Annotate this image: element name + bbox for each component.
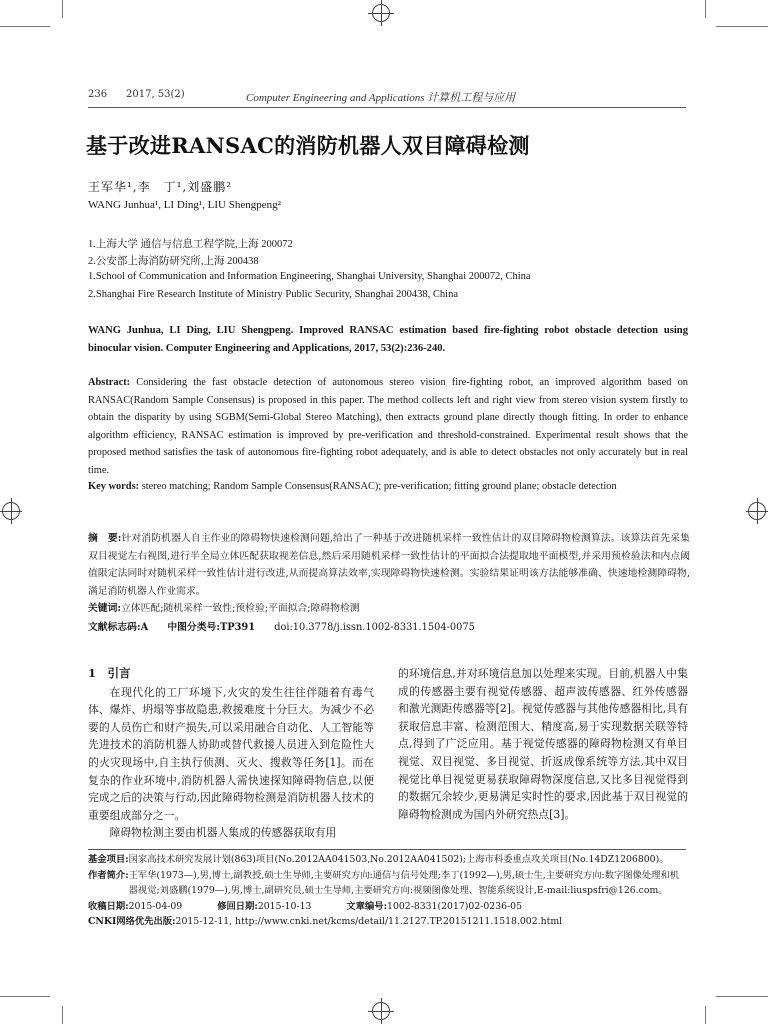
trim-line: [716, 26, 768, 27]
clc-label: 中图分类号:: [167, 622, 220, 633]
footnote-rule: [88, 849, 686, 850]
trim-line: [62, 0, 63, 18]
crop-mark-bottom: [368, 998, 394, 1024]
keywords-chinese: [88, 600, 688, 617]
trim-line: [705, 0, 706, 18]
article-no-label: 文章编号:: [346, 900, 388, 912]
document-info: [88, 619, 688, 636]
paper-title: 基于改进RANSAC的消防机器人双目障碍检测: [86, 133, 530, 158]
running-header: [88, 88, 688, 108]
affiliation-en-2: 2.Shanghai Fire Research Institute of Ministry Public Security, Shanghai 200438, China: [88, 289, 458, 300]
cn-abstract-label: 摘 要:: [88, 533, 122, 544]
abstract-chinese: [88, 530, 690, 600]
received-date: 2015-04-09: [128, 900, 183, 912]
online-text: 2015-12-11, http://www.cnki.net/kcms/detail/11.2127.TP.20151211.1518.002.html: [175, 916, 563, 928]
keywords-english: [88, 478, 688, 496]
trim-line: [716, 996, 768, 997]
fund-label: 基金项目:: [88, 854, 129, 865]
trim-line: [0, 26, 50, 27]
clc-code: TP391: [219, 622, 256, 633]
crop-mark-top: [368, 0, 394, 26]
crop-mark-right: [746, 498, 768, 524]
crop-mark-left: [0, 498, 22, 524]
doc-code-label: 文献标志码:: [88, 622, 141, 633]
cn-abstract-text: 针对消防机器人自主作业的障碍物快速检测问题,给出了一种基于改进随机采样一致性估计的双目障碍物检测算法。该算法首先采集双目视觉左右视图,进行半全局立体匹配获取视差信息,然后采用随机采样一致性估计的平面拟合法提取地平面模型,并采用预检验法和内点阈值限定法同时对随机采样一致性估计进行改进,从而提高算法效率,实现障碍物快速检测。实验结果证明该方法能够准确、快速地检测障碍物,满足消防机器人作业需求。: [88, 533, 690, 597]
fund-note: [88, 852, 688, 868]
dates-note: [88, 899, 688, 915]
keywords-label: Key words:: [88, 481, 140, 492]
online-label: CNKI网络优先出版:: [88, 916, 176, 928]
keywords-text: stereo matching; Random Sample Consensus(RANSAC); pre-verification; fitting ground plane; obstacle detection: [141, 481, 617, 492]
cn-keywords-text: 立体匹配;随机采样一致性;预检验;平面拟合;障碍物检测: [121, 603, 360, 614]
trim-line: [0, 996, 50, 997]
affiliation-cn-1: 1.上海大学 通信与信息工程学院,上海 200072: [88, 239, 293, 250]
abstract-text: Considering the fast obstacle detection of autonomous stereo vision fire-fighting robot, an improved algorithm based on RANSAC(Random Sample Consensus) is proposed in this paper. The method collects left and right view from stereo vision system firstly to obtain the disparity by using SGBM(Semi-Global Stereo Matching), then extracts ground plane directly though fitting. In order to enhance algorithm efficiency, RANSAC estimation is improved by pre-verification and threshold-constrained. Experimental result shows that the proposed method satisfies the task of autonomous fire-fighting robot adequately, and is able to detect obstacles not only accurately but in real time.: [88, 377, 688, 476]
citation: WANG Junhua, LI Ding, LIU Shengpeng. Improved RANSAC estimation based fire-fighting robot obstacle detection using binocular vision. Computer Engineering and Applications, 2017, 53(2):236-240.: [88, 325, 688, 354]
doi: doi:10.3778/j.issn.1002-8331.1504-0075: [274, 622, 475, 633]
issue-info: 2017, 53(2): [126, 89, 185, 100]
paragraph: 障碍物检测主要由机器人集成的传感器获取有用: [109, 826, 337, 840]
affiliation-cn-2: 2.公安部上海消防研究所,上海 200438: [88, 256, 259, 267]
fund-text: 国家高技术研究发展计划(863)项目(No.2012AA041503,No.2012AA041502);上海市科委重点攻关项目(No.14DZ1206800)。: [128, 854, 669, 865]
body-column-left: [88, 665, 374, 842]
trim-line: [62, 1006, 63, 1024]
doc-code: A: [140, 622, 149, 633]
paragraph: 在现代化的工厂环境下,火灾的发生往往伴随着有毒气体、爆炸、坍塌等事故隐患,救援难度十分巨大。为减少不必要的人员伤亡和财产损失,可以采用融合自动化、人工智能等先进技术的消防机器人协助或替代救援人员进入到危险性大的火灾现场中,自主执行侦测、灭火、搜救等任务[1]。而在复杂的作业环境中,消防机器人需快速探知障碍物信息,以便完成之后的决策与行动,因此障碍物检测是消防机器人技术的重要组成部分之一。: [88, 685, 374, 822]
revised-date: 2015-10-13: [257, 900, 312, 912]
received-label: 收稿日期:: [88, 900, 129, 912]
authors-english: WANG Junhua¹, LI Ding¹, LIU Shengpeng²: [88, 199, 281, 211]
paragraph: 的环境信息,并对环境信息加以处理来实现。目前,机器人中集成的传感器主要有视觉传感器、超声波传感器、红外传感器和激光测距传感器等[2]。视觉传感器与其他传感器相比,具有获取信息丰富、检测范围大、精度高,易于实现数据关联等特点,得到了广泛应用。基于视觉传感器的障碍物检测又有单目视觉、双目视觉、多目视觉、折返成像系统等方法,其中双目视觉比单目视觉更易获取障碍物深度信息,又比多目视觉得到的数据冗余较少,更易满足实时性的要求,因此基于双目视觉的障碍物检测成为国内外研究热点[3]。: [398, 667, 688, 821]
body-column-right: [398, 665, 688, 823]
authors-chinese: 王军华¹,李 丁¹,刘盛鹏²: [88, 180, 233, 194]
abstract-label: Abstract:: [88, 377, 131, 388]
revised-label: 修回日期:: [217, 900, 258, 912]
author-bio-note: [88, 868, 688, 899]
affiliation-en-1: 1.School of Communication and Information Engineering, Shanghai University, Shanghai 200072, China: [88, 271, 531, 282]
section-heading: 1 引言: [88, 666, 131, 680]
abstract-english: [88, 374, 688, 479]
page-number: 236: [88, 89, 108, 100]
author-bio-text: 王军华(1973—),男,博士,副教授,硕士生导师,主要研究方向:通信与信号处理;李丁(1992—),男,硕士生,主要研究方向:数字图像处理和机器视觉;刘盛鹏(1979—),男,博士,副研究员,硕士生导师,主要研究方向:视频图像处理、智能系统设计,E-mail:liuspsfri@126.com。: [128, 869, 680, 897]
article-no: 1002-8331(2017)02-0236-05: [387, 900, 523, 912]
online-note: [88, 914, 688, 930]
footnotes: [88, 852, 688, 930]
cn-keywords-label: 关键词:: [88, 603, 122, 614]
journal-name: Computer Engineering and Applications 计算机工程与应用: [246, 92, 516, 104]
trim-line: [705, 1006, 706, 1024]
author-bio-label: 作者简介:: [88, 869, 129, 881]
header-rule: [88, 107, 686, 108]
